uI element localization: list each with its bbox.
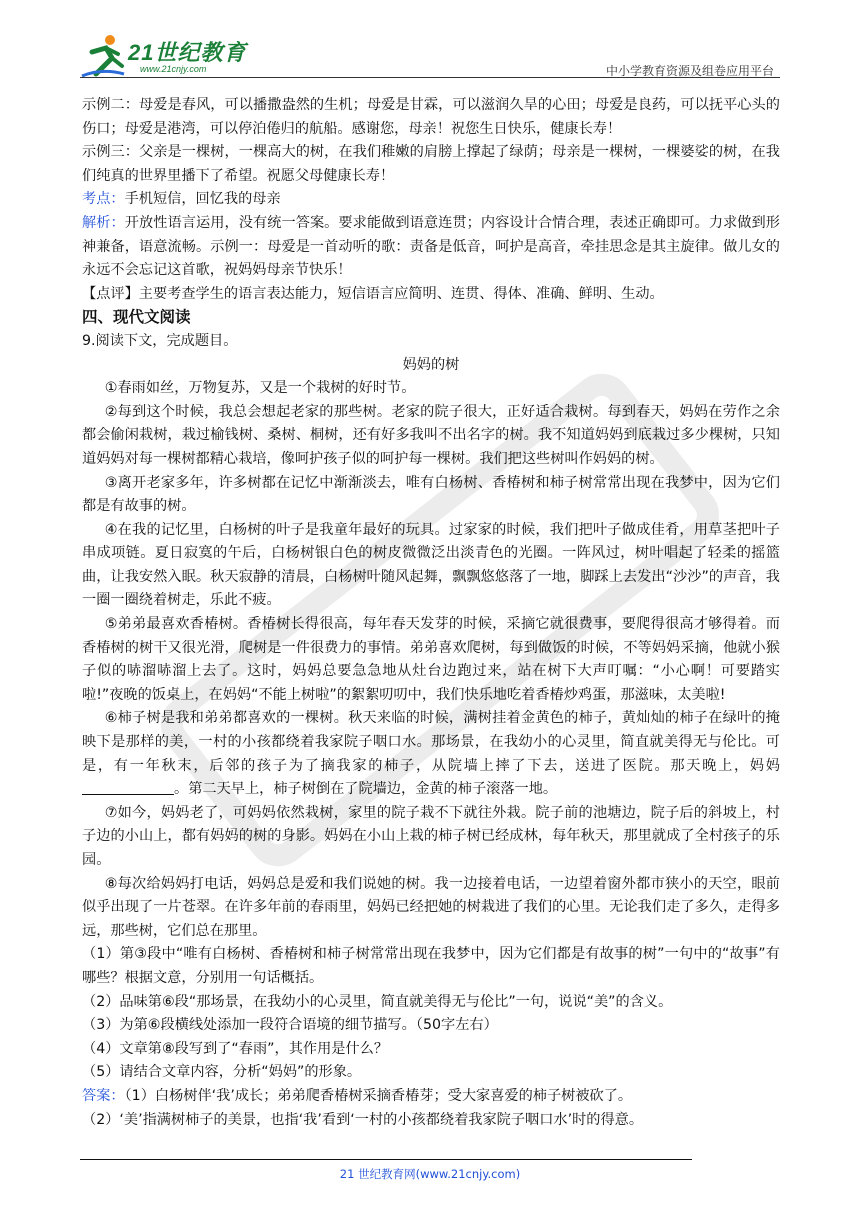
footer-divider	[80, 1159, 692, 1160]
article-paragraph: ⑦如今，妈妈老了，可妈妈依然栽树，家里的院子栽不下就往外栽。院子前的池塘边，院子后的斜坡上，村子边的小山上，都有妈妈的树的身影。妈妈在小山上栽的柿子树已经成林，每年秋天，那里就成了全村孩子的乐园。	[82, 804, 780, 868]
page-header	[80, 30, 780, 80]
paragraph: 示例三：父亲是一棵树，一棵高大的树，在我们稚嫩的肩膀上撑起了绿荫；母亲是一棵树，一棵婆娑的树，在我们纯真的世界里播下了希望。祝愿父母健康长寿！	[82, 144, 780, 184]
paragraph: 9.阅读下文，完成题目。	[82, 332, 238, 349]
logo-url: www.21cnjy.com	[140, 64, 207, 74]
article-paragraph: ③离开老家多年，许多树都在记忆中渐渐淡去，唯有白杨树、香椿树和柿子树常常出现在我梦中，因为它们都是有故事的树。	[82, 474, 780, 515]
paragraph-text: 手机短信，回忆我的母亲	[124, 191, 281, 208]
paragraph: 【点评】主要考查学生的语言表达能力，短信语言应简明、连贯、得体、准确、鲜明、生动。	[82, 285, 664, 302]
labeled-paragraph	[82, 212, 780, 283]
paragraph: （2）‘美’指满树柿子的美景，也指‘我’看到‘一村的小孩都绕着我家院子咽口水’时的得意。	[82, 1111, 644, 1128]
section-heading: 四、现代文阅读	[82, 308, 191, 327]
fill-in-blank	[82, 780, 174, 795]
paragraph: （5）请结合文章内容，分析“妈妈”的形象。	[82, 1064, 362, 1081]
labeled-paragraph	[82, 188, 780, 212]
paragraph-text-tail: 。第二天早上，柿子树倒在了院墙边，金黄的柿子滚落一地。	[174, 781, 558, 798]
article-paragraph: ⑤弟弟最喜欢香椿树。香椿树长得很高，每年春天发芽的时候，采摘它就很费事，要爬得很高才够得着。而香椿树的树干又很光滑，爬树是一件很费力的事情。弟弟喜欢爬树，每到做饭的时候，不等妈妈采摘，他就小猴子似的哧溜哧溜上去了。这时，妈妈总要急急地从灶台边跑过来，站在树下大声叮嘱：“小心啊！可要踏实啦!”夜晚的饭桌上，在妈妈“不能上树啦”的絮絮叨叨中，我们快乐地吃着香椿炒鸡蛋，那滋味，太美啦!	[82, 616, 780, 703]
paragraph: （1）第③段中“唯有白杨树、香椿树和柿子树常常出现在我梦中，因为它们都是有故事的树”一句中的“故事”有哪些？根据文意，分别用一句话概括。	[82, 946, 780, 986]
paragraph: （3）为第⑥段横线处添加一段符合语境的细节描写。（50字左右）	[82, 1017, 498, 1034]
document-body	[82, 94, 780, 1132]
paragraph-label: 解析：	[82, 214, 125, 231]
page-footer[interactable]: 21 世纪教育网(www.21cnjy.com)	[339, 1167, 521, 1181]
paragraph: 示例二：母爱是春风，可以播撒盎然的生机；母爱是甘霖，可以滋润久旱的心田；母爱是良药，可以抚平心头的伤口；母爱是港湾，可以停泊倦归的航船。感谢您，母亲！祝您生日快乐，健康长寿！	[82, 97, 780, 137]
paragraph-text: 开放性语言运用，没有统一答案。要求能做到语意连贯；内容设计合情合理，表述正确即可。力求做到形神兼备，语意流畅。示例一：母爱是一首动听的歌：责备是低音，呵护是高音，牵挂思念是其主旋律。做儿女的永远不会忘记这首歌，祝妈妈母亲节快乐！	[82, 214, 780, 279]
article-paragraph: ⑧每次给妈妈打电话，妈妈总是爱和我们说她的树。我一边接着电话，一边望着窗外都市狭小的天空，眼前似乎出现了一片苍翠。在许多年前的春雨里，妈妈已经把她的树栽进了我们的心里。无论我们走了多久，走得多远，那些树，它们总在那里。	[82, 875, 780, 939]
article-paragraph: ①春雨如丝，万物复苏，又是一个栽树的好时节。	[104, 380, 416, 397]
article-title: 妈妈的树	[402, 356, 460, 373]
header-divider	[80, 77, 780, 78]
logo-text: 21世纪教育	[128, 40, 247, 65]
paragraph-label: 考点：	[82, 191, 125, 208]
site-logo[interactable]	[80, 30, 260, 80]
article-paragraph: ④在我的记忆里，白杨树的叶子是我童年最好的玩具。过家家的时候，我们把叶子做成佳肴，用草茎把叶子串成项链。夏日寂寞的午后，白杨树银白色的树皮微微泛出淡青色的光圈。一阵风过，树叶唱起了轻柔的摇篮曲，让我安然入眠。秋天寂静的清晨，白杨树叶随风起舞，飘飘悠悠落了一地，脚踩上去发出“沙沙”的声音，我一圈一圈绕着树走，乐此不疲。	[82, 521, 780, 609]
article-paragraph	[82, 707, 780, 801]
paragraph-label: 答案：	[82, 1087, 125, 1104]
paragraph-text: ⑥柿子树是我和弟弟都喜欢的一棵树。秋天来临的时候，满树挂着金黄色的柿子，黄灿灿的柿子在绿叶的掩映下是那样的美，一村的小孩都绕着我家院子咽口水。那场景，在我幼小的心灵里，简直就美得无与伦比。可是，有一年秋末，后邻的孩子为了摘我家的柿子，从院墙上摔了下去，送进了医院。那天晚上，妈妈	[82, 710, 780, 774]
labeled-paragraph	[82, 1085, 780, 1109]
runner-icon	[80, 32, 126, 78]
paragraph: （4）文章第⑧段写到了“春雨”，其作用是什么？	[82, 1040, 389, 1057]
article-paragraph: ②每到这个时候，我总会想起老家的那些树。老家的院子很大，正好适合栽树。每到春天，妈妈在劳作之余都会偷闲栽树，栽过榆钱树、桑树、桐树，还有好多我叫不出名字的树。我不知道妈妈到底栽过多少棵树，只知道妈妈对每一棵树都精心栽培，像呵护孩子似的呵护每一棵树。我们把这些树叫作妈妈的树。	[82, 403, 780, 467]
paragraph: （2）品味第⑥段“那场景，在我幼小的心灵里，简直就美得无与伦比”一句，说说“美”的含义。	[82, 993, 673, 1010]
platform-name: 中小学教育资源及组卷应用平台	[605, 64, 774, 78]
paragraph-text: （1）白杨树伴‘我’成长；弟弟爬香椿树采摘香椿芽；受大家喜爱的柿子树被砍了。	[124, 1087, 633, 1104]
